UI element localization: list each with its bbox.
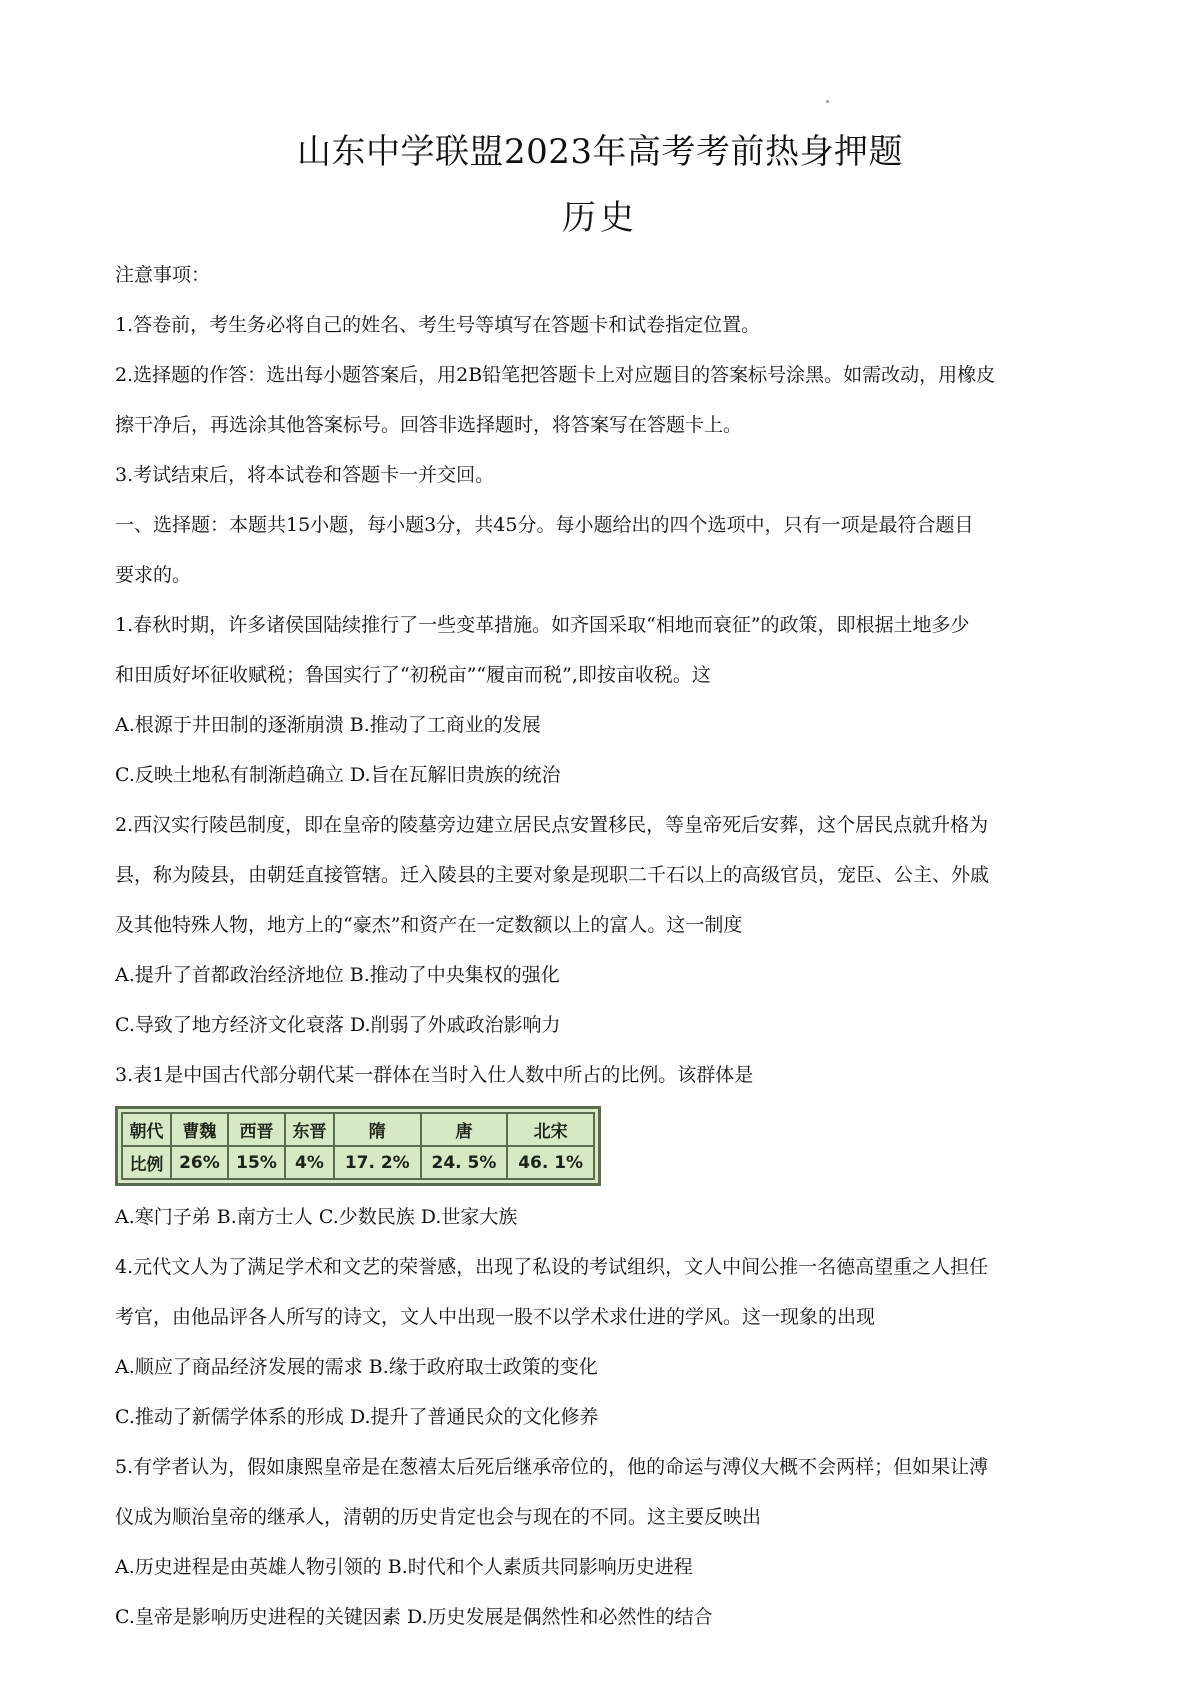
q1-options-ab: A.根源于井田制的逐渐崩溃 B.推动了工商业的发展 — [115, 714, 541, 736]
section-heading-cont: 要求的。 — [115, 564, 192, 586]
notice-heading: 注意事项： — [115, 264, 211, 286]
q3-table-cell: 24. 5% — [421, 1146, 508, 1179]
q3-table-cell: 东晋 — [285, 1113, 334, 1146]
exam-title: 山东中学联盟2023年高考考前热身押题 — [296, 132, 904, 172]
q1-options-cd: C.反映土地私有制渐趋确立 D.旨在瓦解旧贵族的统治 — [115, 764, 561, 786]
notice-item-3: 3.考试结束后，将本试卷和答题卡一并交回。 — [115, 464, 495, 486]
q1-stem-cont: 和田质好坏征收赋税；鲁国实行了“初税亩”“履亩而税”,即按亩收税。这 — [115, 664, 711, 686]
q3-table-cell: 曹魏 — [171, 1113, 228, 1146]
q2-options-ab: A.提升了首都政治经济地位 B.推动了中央集权的强化 — [115, 964, 560, 986]
q1-stem: 1.春秋时期，许多诸侯国陆续推行了一些变革措施。如齐国采取“相地而衰征”的政策，即根据土地多少 — [115, 614, 970, 636]
q2-stem: 2.西汉实行陵邑制度，即在皇帝的陵墓旁边建立居民点安置移民，等皇帝死后安葬，这个居民点就升格为 — [115, 814, 989, 836]
q3-table-cell: 唐 — [421, 1113, 508, 1146]
q3-table-value-row — [122, 1146, 594, 1179]
q4-stem-cont: 考官，由他品评各人所写的诗文，文人中出现一股不以学术求仕进的学风。这一现象的出现 — [115, 1306, 876, 1328]
exam-content — [115, 250, 1095, 1642]
q4-options-ab: A.顺应了商品经济发展的需求 B.缘于政府取士政策的变化 — [115, 1356, 598, 1378]
q3-table-cell: 北宋 — [507, 1113, 594, 1146]
q5-options-ab: A.历史进程是由英雄人物引领的 B.时代和个人素质共同影响历史进程 — [115, 1556, 693, 1578]
q4-stem: 4.元代文人为了满足学术和文艺的荣誉感，出现了私设的考试组织，文人中间公推一名德高望重之人担任 — [115, 1256, 989, 1278]
q3-stem: 3.表1是中国古代部分朝代某一群体在当时入仕人数中所占的比例。该群体是 — [115, 1064, 754, 1086]
q4-options-cd: C.推动了新儒学体系的形成 D.提升了普通民众的文化修养 — [115, 1406, 599, 1428]
q5-stem: 5.有学者认为，假如康熙皇帝是在葱禧太后死后继承帝位的，他的命运与溥仪大概不会两样；但如果让溥 — [115, 1456, 989, 1478]
q3-table-cell: 比例 — [122, 1146, 171, 1179]
notice-item-1: 1.答卷前，考生务必将自己的姓名、考生号等填写在答题卡和试卷指定位置。 — [115, 314, 761, 336]
q3-table-cell: 15% — [228, 1146, 285, 1179]
notice-item-2-cont: 擦干净后，再选涂其他答案标号。回答非选择题时，将答案写在答题卡上。 — [115, 414, 743, 436]
q2-stem-cont-2: 及其他特殊人物，地方上的“豪杰”和资产在一定数额以上的富人。这一制度 — [115, 914, 743, 936]
q3-table-cell: 隋 — [334, 1113, 421, 1146]
q3-table-cell: 西晋 — [228, 1113, 285, 1146]
section-heading: 一、选择题：本题共15小题，每小题3分，共45分。每小题给出的四个选项中，只有一项是最符合题目 — [115, 514, 974, 536]
q3-options: A.寒门子弟 B.南方士人 C.少数民族 D.世家大族 — [115, 1206, 518, 1228]
q3-table-cell: 46. 1% — [507, 1146, 594, 1179]
q3-table-cell: 26% — [171, 1146, 228, 1179]
notice-item-2: 2.选择题的作答：选出每小题答案后，用2B铅笔把答题卡上对应题目的答案标号涂黑。如需改动，用橡皮 — [115, 364, 996, 386]
q3-table — [115, 1106, 601, 1186]
scan-speck — [826, 100, 829, 103]
q3-table-header-row — [122, 1113, 594, 1146]
q5-options-cd: C.皇帝是影响历史进程的关键因素 D.历史发展是偶然性和必然性的结合 — [115, 1606, 713, 1628]
q2-options-cd: C.导致了地方经济文化衰落 D.削弱了外戚政治影响力 — [115, 1014, 561, 1036]
q3-table-cell: 17. 2% — [334, 1146, 421, 1179]
q3-table-cell: 4% — [285, 1146, 334, 1179]
q5-stem-cont: 仪成为顺治皇帝的继承人，清朝的历史肯定也会与现在的不同。这主要反映出 — [115, 1506, 762, 1528]
q2-stem-cont-1: 县，称为陵县，由朝廷直接管辖。迁入陵县的主要对象是现职二千石以上的高级官员，宠臣、公主、外戚 — [115, 864, 990, 886]
exam-subject: 历史 — [562, 198, 638, 238]
q3-table-cell: 朝代 — [122, 1113, 171, 1146]
